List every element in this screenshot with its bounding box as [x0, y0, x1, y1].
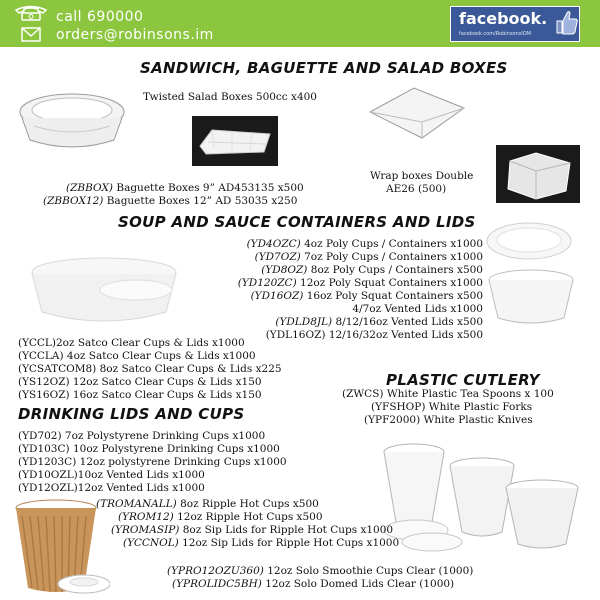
- list-item: 4/7oz Vented Lids x1000: [352, 303, 483, 315]
- thumbs-up-icon: [555, 9, 579, 37]
- phone-number[interactable]: call 690000: [56, 9, 144, 25]
- list-item: (YCCNOL) 12oz Sip Lids for Ripple Hot Cups x1000: [123, 537, 400, 549]
- heading-boxes: SANDWICH, BAGUETTE AND SALAD BOXES: [140, 59, 508, 77]
- list-item: (YCSATCOM8) 8oz Satco Clear Cups & Lids x225: [18, 363, 282, 375]
- envelope-icon: [14, 27, 48, 43]
- list-item: (YROM12) 12oz Ripple Hot Cups x500: [118, 511, 323, 523]
- list-item: (YPROLIDC5BH) 12oz Solo Domed Lids Clear (1000): [172, 578, 455, 590]
- list-item: (YD16OZ) 16oz Poly Squat Containers x500: [250, 290, 483, 302]
- heading-drinking: DRINKING LIDS AND CUPS: [18, 405, 245, 423]
- salad-box-image: [14, 88, 130, 154]
- polystyrene-cups-image: [382, 440, 582, 560]
- list-item: (YS12OZ) 12oz Satco Clear Cups & Lids x150: [18, 376, 262, 388]
- poly-container-image: [486, 268, 576, 328]
- email-address[interactable]: orders@robinsons.im: [56, 27, 214, 43]
- baguette-box-image: [192, 116, 278, 166]
- wrap-box-label-1: Wrap boxes Double: [370, 170, 474, 182]
- list-item: (YD120ZC) 12oz Poly Squat Containers x1000: [237, 277, 483, 289]
- wrap-box-label-2: AE26 (500): [386, 183, 447, 195]
- list-item: (YD702) 7oz Polystyrene Drinking Cups x1000: [18, 430, 266, 442]
- facebook-url: facebook.com/RobinsonsIOM: [459, 31, 531, 37]
- phone-icon: [14, 5, 48, 21]
- heading-cutlery: PLASTIC CUTLERY: [386, 371, 540, 389]
- list-item: (YROMASIP) 8oz Sip Lids for Ripple Hot Cups x1000: [111, 524, 394, 536]
- list-item: (ZWCS) White Plastic Tea Spoons x 100: [342, 388, 554, 400]
- list-item: (TROMANALL) 8oz Ripple Hot Cups x500: [96, 498, 319, 510]
- facebook-badge[interactable]: [450, 6, 580, 42]
- list-item: (ZBBOX12) Baguette Boxes 12” AD 53035 x250: [43, 195, 298, 207]
- list-item: (YD1203C) 12oz polystyrene Drinking Cups x1000: [18, 456, 287, 468]
- list-item: (YD4OZC) 4oz Poly Cups / Containers x1000: [246, 238, 483, 250]
- list-item: (YDLD8JL) 8/12/16oz Vented Lids x500: [275, 316, 483, 328]
- facebook-wordmark: facebook.: [459, 9, 548, 28]
- list-item: (YD8OZ) 8oz Poly Cups / Containers x500: [261, 264, 483, 276]
- ripple-cup-image: [14, 498, 110, 598]
- header-bar: [0, 0, 600, 47]
- wrap-box-image: [366, 82, 468, 144]
- wrap-box-dark-image: [496, 145, 580, 203]
- list-item: (YS16OZ) 16oz Satco Clear Cups & Lids x150: [18, 389, 262, 401]
- list-item: (YD103C) 10oz Polystyrene Drinking Cups x1000: [18, 443, 280, 455]
- list-item: (ZBBOX) Baguette Boxes 9” AD453135 x500: [66, 182, 304, 194]
- list-item: (YPRO12OZU360) 12oz Solo Smoothie Cups Clear (1000): [167, 565, 474, 577]
- salad-box-label: Twisted Salad Boxes 500cc x400: [143, 91, 317, 103]
- heading-soup: SOUP AND SAUCE CONTAINERS AND LIDS: [118, 213, 476, 231]
- list-item: (YCCLA) 4oz Satco Clear Cups & Lids x1000: [18, 350, 256, 362]
- satco-cups-image: [16, 250, 204, 330]
- list-item: (YD10OZL)10oz Vented Lids x1000: [18, 469, 205, 481]
- list-item: (YD7OZ) 7oz Poly Cups / Containers x1000: [254, 251, 483, 263]
- list-item: (YPF2000) White Plastic Knives: [364, 414, 533, 426]
- list-item: (YDL16OZ) 12/16/32oz Vented Lids x500: [265, 329, 483, 341]
- poly-lid-image: [484, 218, 574, 264]
- list-item: (YFSHOP) White Plastic Forks: [371, 401, 533, 413]
- list-item: (YCCL)2oz Satco Clear Cups & Lids x1000: [18, 337, 245, 349]
- list-item: (YD12OZL)12oz Vented Lids x1000: [18, 482, 205, 494]
